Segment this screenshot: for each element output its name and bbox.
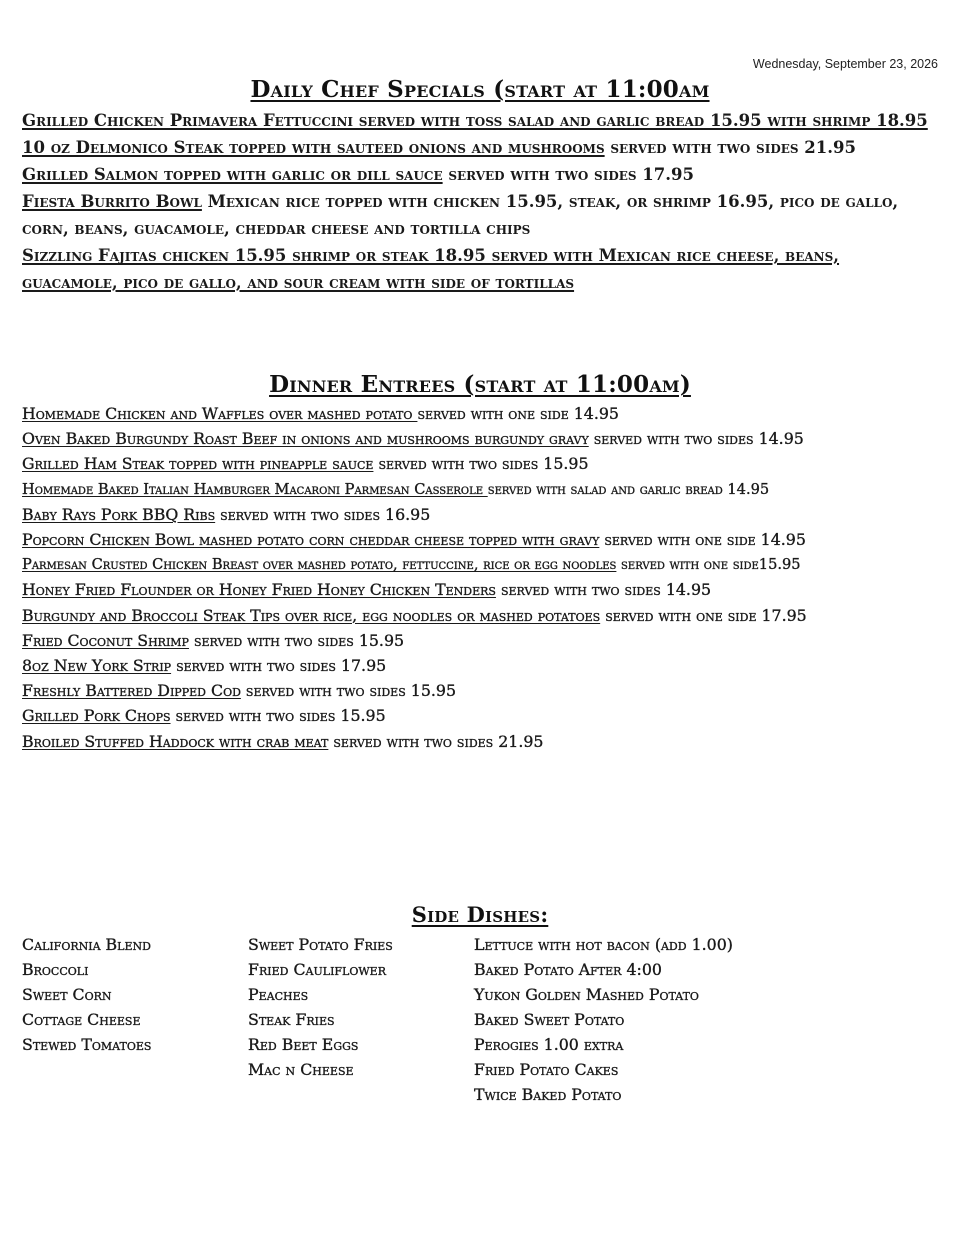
entree-item-title: Grilled Pork Chops bbox=[22, 706, 171, 726]
entree-item-title: Popcorn Chicken Bowl mashed potato corn cheddar cheese topped with gravy bbox=[22, 530, 600, 550]
entree-item-detail: served with two sides 14.95 bbox=[588, 429, 804, 449]
dinner-entrees-list bbox=[22, 401, 938, 754]
entree-item bbox=[22, 451, 938, 476]
entree-item-detail: served with one side 17.95 bbox=[600, 605, 807, 625]
entree-item bbox=[22, 678, 938, 703]
entree-item bbox=[22, 401, 938, 426]
entree-item-title: Grilled Ham Steak topped with pineapple sauce bbox=[22, 454, 374, 474]
entree-item-title: Homemade Baked Italian Hamburger Macaroni Parmesan Casserole bbox=[22, 480, 488, 498]
special-item-detail: Mexican rice topped with chicken 15.95, steak, or shrimp 16.95, pico de gallo, corn, beans, guacamole, cheddar cheese and tortilla chips bbox=[22, 192, 899, 238]
entree-item bbox=[22, 477, 938, 502]
entree-item-title: Baby Rays Pork BBQ Ribs bbox=[22, 504, 216, 524]
side-dish-item: Baked Sweet Potato bbox=[474, 1010, 625, 1029]
entree-item-detail: served with two sides 21.95 bbox=[328, 731, 544, 751]
entree-item-title: Honey Fried Flounder or Honey Fried Honey Chicken Tenders bbox=[22, 580, 496, 600]
dinner-entrees-heading: Dinner Entrees (start at 11:00am) bbox=[269, 371, 691, 398]
entree-item bbox=[22, 527, 938, 552]
special-item-title: Fiesta Burrito Bowl bbox=[22, 192, 202, 211]
entree-item-title: Oven Baked Burgundy Roast Beef in onions and mushrooms burgundy gravy bbox=[22, 429, 589, 449]
side-dish-item: Broccoli bbox=[22, 960, 89, 979]
side-dish-item: Lettuce with hot bacon (add 1.00) bbox=[474, 935, 733, 954]
print-date: Wednesday, September 23, 2026 bbox=[752, 57, 938, 71]
entree-item-title: Fried Coconut Shrimp bbox=[22, 630, 189, 650]
side-dish-item: Cottage Cheese bbox=[22, 1010, 141, 1029]
side-dishes-heading: Side Dishes: bbox=[411, 902, 549, 927]
side-dish-item: Mac n Cheese bbox=[248, 1060, 354, 1079]
specials-list bbox=[22, 107, 938, 296]
entree-item-title: Parmesan Crusted Chicken Breast over mashed potato, fettuccine, rice or egg noodles bbox=[22, 556, 617, 574]
side-dish-item: Peaches bbox=[248, 985, 309, 1004]
entree-item-detail: served with two sides 15.95 bbox=[373, 454, 589, 474]
entree-item-detail: served with two sides 15.95 bbox=[240, 681, 456, 701]
entree-item-detail: served with two sides 16.95 bbox=[215, 504, 431, 524]
entree-item-title: Freshly Battered Dipped Cod bbox=[22, 681, 241, 701]
special-item-detail: served with two sides 17.95 bbox=[442, 165, 694, 184]
side-dish-item: Sweet Corn bbox=[22, 985, 112, 1004]
side-dish-item: Perogies 1.00 extra bbox=[474, 1035, 624, 1054]
special-item bbox=[22, 161, 938, 188]
entree-item bbox=[22, 653, 938, 678]
entree-item bbox=[22, 502, 938, 527]
special-item bbox=[22, 242, 938, 296]
side-dishes-column bbox=[22, 932, 151, 1057]
entree-item-title: 8oz New York Strip bbox=[22, 656, 172, 676]
entree-item-detail: served with one side 14.95 bbox=[599, 530, 806, 550]
special-item bbox=[22, 188, 938, 242]
side-dish-item: Sweet Potato Fries bbox=[248, 935, 393, 954]
entree-item bbox=[22, 577, 938, 602]
side-dish-item: Fried Potato Cakes bbox=[474, 1060, 619, 1079]
entree-item-detail: served with two sides 14.95 bbox=[495, 580, 712, 600]
side-dish-item: Yukon Golden Mashed Potato bbox=[474, 985, 699, 1004]
entree-item-detail: served with one side15.95 bbox=[616, 556, 801, 574]
side-dish-item: Twice Baked Potato bbox=[474, 1085, 622, 1104]
side-dish-item: Fried Cauliflower bbox=[248, 960, 386, 979]
special-item-title: 10 oz Delmonico Steak topped with sauteed onions and mushrooms bbox=[22, 138, 605, 157]
entree-item bbox=[22, 552, 938, 577]
side-dish-item: Red Beet Eggs bbox=[248, 1035, 359, 1054]
side-dishes-grid bbox=[22, 932, 938, 1112]
entree-item-detail: served with one side 14.95 bbox=[417, 404, 619, 423]
entree-item bbox=[22, 729, 938, 754]
side-dishes-column bbox=[248, 932, 393, 1082]
side-dish-item: Stewed Tomatoes bbox=[22, 1035, 152, 1054]
entree-item-detail: served with two sides 15.95 bbox=[170, 706, 386, 726]
entree-item bbox=[22, 426, 938, 451]
entree-item-title: Burgundy and Broccoli Steak Tips over rice, egg noodles or mashed potatoes bbox=[22, 605, 601, 625]
side-dishes-column bbox=[474, 932, 733, 1107]
special-item-detail: served with two sides 21.95 bbox=[604, 138, 856, 157]
special-item bbox=[22, 107, 938, 134]
entree-item-detail: served with two sides 15.95 bbox=[188, 630, 405, 650]
entree-item-detail: served with salad and garlic bread 14.95 bbox=[487, 480, 770, 498]
entree-item-title: Broiled Stuffed Haddock with crab meat bbox=[22, 731, 329, 751]
entree-item bbox=[22, 628, 938, 653]
entree-item bbox=[22, 703, 938, 728]
entree-item bbox=[22, 603, 938, 628]
side-dish-item: Steak Fries bbox=[248, 1010, 335, 1029]
daily-chef-specials-heading: Daily Chef Specials (start at 11:00am bbox=[250, 76, 710, 103]
entree-item-detail: served with two sides 17.95 bbox=[171, 656, 387, 676]
special-item-title: Sizzling Fajitas chicken 15.95 shrimp or steak 18.95 served with Mexican rice cheese, beans, guacamole, pico de gallo, and sour cream with side of tortillas bbox=[22, 246, 840, 292]
entree-item-title: Homemade Chicken and Waffles over mashed potato bbox=[22, 404, 418, 423]
side-dish-item: Baked Potato After 4:00 bbox=[474, 960, 662, 979]
special-item bbox=[22, 134, 938, 161]
special-item-title: Grilled Chicken Primavera Fettuccini served with toss salad and garlic bread 15.95 with shrimp 18.95 bbox=[22, 111, 928, 130]
side-dish-item: California Blend bbox=[22, 935, 151, 954]
special-item-title: Grilled Salmon topped with garlic or dill sauce bbox=[22, 165, 443, 184]
